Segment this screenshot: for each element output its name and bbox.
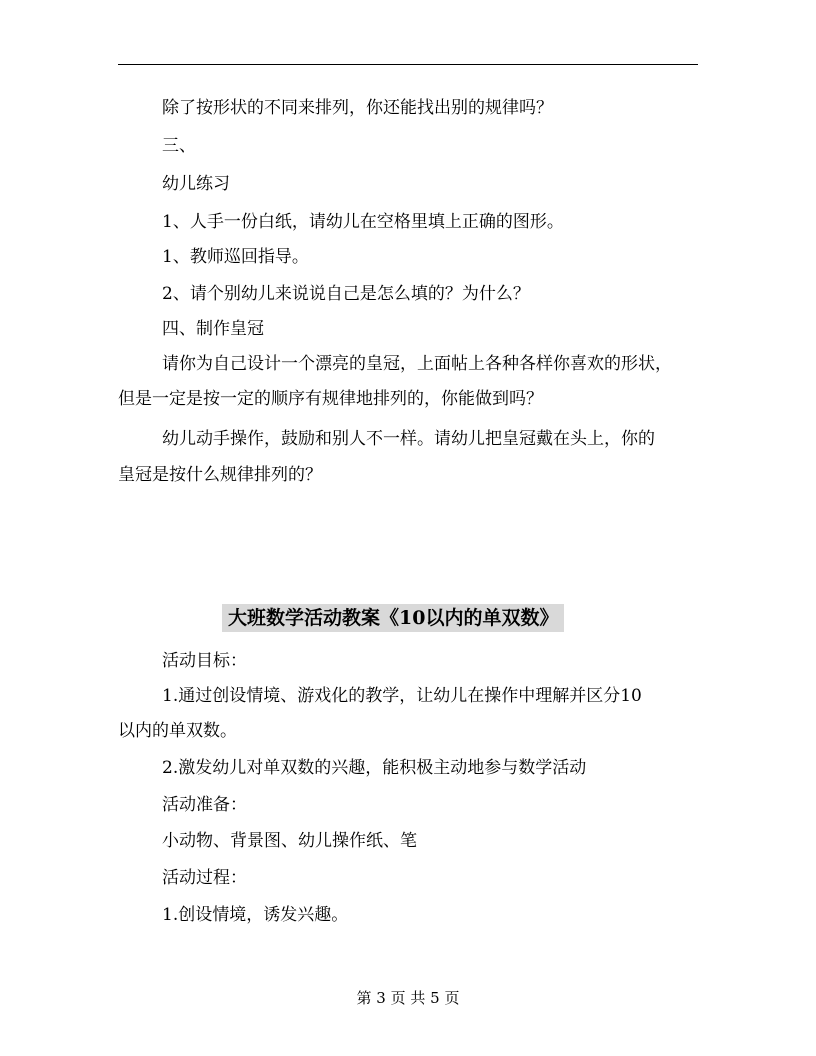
paragraph-line: 2.激发幼儿对单双数的兴趣，能积极主动地参与数学活动	[162, 758, 587, 778]
paragraph-line: 除了按形状的不同来排列，你还能找出别的规律吗？	[162, 98, 553, 118]
paragraph-line: 1、人手一份白纸，请幼儿在空格里填上正确的图形。	[162, 212, 564, 232]
paragraph-line: 2、请个别幼儿来说说自己是怎么填的？为什么？	[162, 284, 530, 304]
paragraph-line: 幼儿练习	[162, 174, 230, 194]
paragraph-line: 以内的单双数。	[118, 721, 237, 741]
paragraph-line: 1.通过创设情境、游戏化的教学，让幼儿在操作中理解并区分10	[162, 686, 642, 706]
paragraph-line: 活动准备：	[162, 795, 247, 815]
section-heading-3: 三、	[162, 136, 196, 156]
paragraph-line: 1.创设情境，诱发兴趣。	[162, 905, 349, 925]
paragraph-line: 小动物、背景图、幼儿操作纸、笔	[162, 831, 417, 851]
paragraph-line: 皇冠是按什么规律排列的？	[118, 465, 322, 485]
paragraph-line: 活动过程：	[162, 868, 247, 888]
paragraph-line: 1、教师巡回指导。	[162, 247, 309, 267]
paragraph-line: 但是一定是按一定的顺序有规律地排列的，你能做到吗？	[118, 389, 543, 409]
paragraph-line: 幼儿动手操作，鼓励和别人不一样。请幼儿把皇冠戴在头上，你的	[162, 429, 655, 449]
section-heading-4: 四、制作皇冠	[162, 319, 264, 339]
paragraph-line: 活动目标：	[162, 651, 247, 671]
paragraph-line: 请你为自己设计一个漂亮的皇冠，上面帖上各种各样你喜欢的形状，	[162, 354, 672, 374]
header-rule	[118, 64, 698, 65]
lesson-title: 大班数学活动教案《10以内的单双数》	[222, 604, 564, 632]
page-number: 第 3 页 共 5 页	[356, 989, 460, 1007]
